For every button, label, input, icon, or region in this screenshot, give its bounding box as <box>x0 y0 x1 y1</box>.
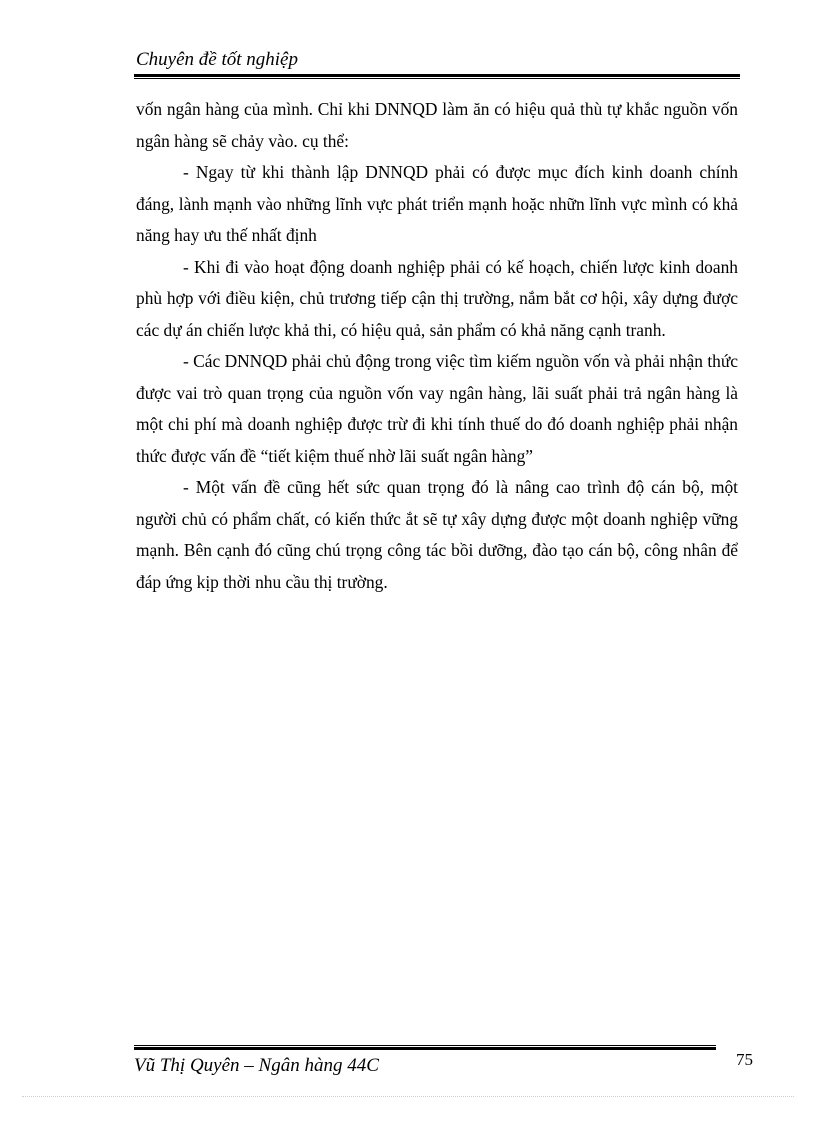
page-number: 75 <box>736 1050 753 1069</box>
header-title: Chuyên đề tốt nghiệp <box>136 49 298 70</box>
footer-rule-thick <box>134 1047 716 1050</box>
paragraph-strategy: - Khi đi vào hoạt động doanh nghiệp phải có kế hoạch, chiến lược kinh doanh phù hợp với điều kiện, chủ trương tiếp cận thị trường, nắm bắt cơ hội, xây dựng được các dự án chiến lược khả thi, có hiệu quả, sản phẩm có khả năng cạnh tranh. <box>136 256 738 340</box>
header-rule-thin <box>134 78 740 79</box>
paragraph-staff: - Một vấn đề cũng hết sức quan trọng đó là nâng cao trình độ cán bộ, một người chủ có phẩm chất, có kiến thức ắt sẽ tự xây dựng được một doanh nghiệp vững mạnh. Bên cạnh đó cũng chú trọng công tác bồi dưỡng, đào tạo cán bộ, công nhân để đáp ứng kịp thời nhu cầu thị trường. <box>136 477 738 592</box>
paragraph-continuation: vốn ngân hàng của mình. Chỉ khi DNNQD làm ăn có hiệu quả thù tự khắc nguồn vốn ngân hàng sẽ chảy vào. cụ thể: <box>136 99 738 151</box>
paragraph-funding: - Các DNNQD phải chủ động trong việc tìm kiếm nguồn vốn và phải nhận thức được vai trò quan trọng của nguồn vốn vay ngân hàng, lãi suất phải trả ngân hàng là một chi phí mà doanh nghiệp được trừ đi khi tính thuế do đó doanh nghiệp phải nhận thức được vấn đề “tiết kiệm thuế nhờ lãi suất ngân hàng” <box>136 351 738 466</box>
page-footer-rules <box>134 1045 716 1050</box>
footer-author: Vũ Thị Quyên – Ngân hàng 44C <box>134 1055 379 1076</box>
page-header <box>134 48 740 79</box>
page-edge-dots <box>22 1096 794 1097</box>
body-text <box>136 94 738 598</box>
paragraph-purpose: - Ngay từ khi thành lập DNNQD phải có được mục đích kinh doanh chính đáng, lành mạnh vào những lĩnh vực phát triển mạnh hoặc nhữn lĩnh vực mình có khả năng hay ưu thế nhất định <box>136 162 738 245</box>
